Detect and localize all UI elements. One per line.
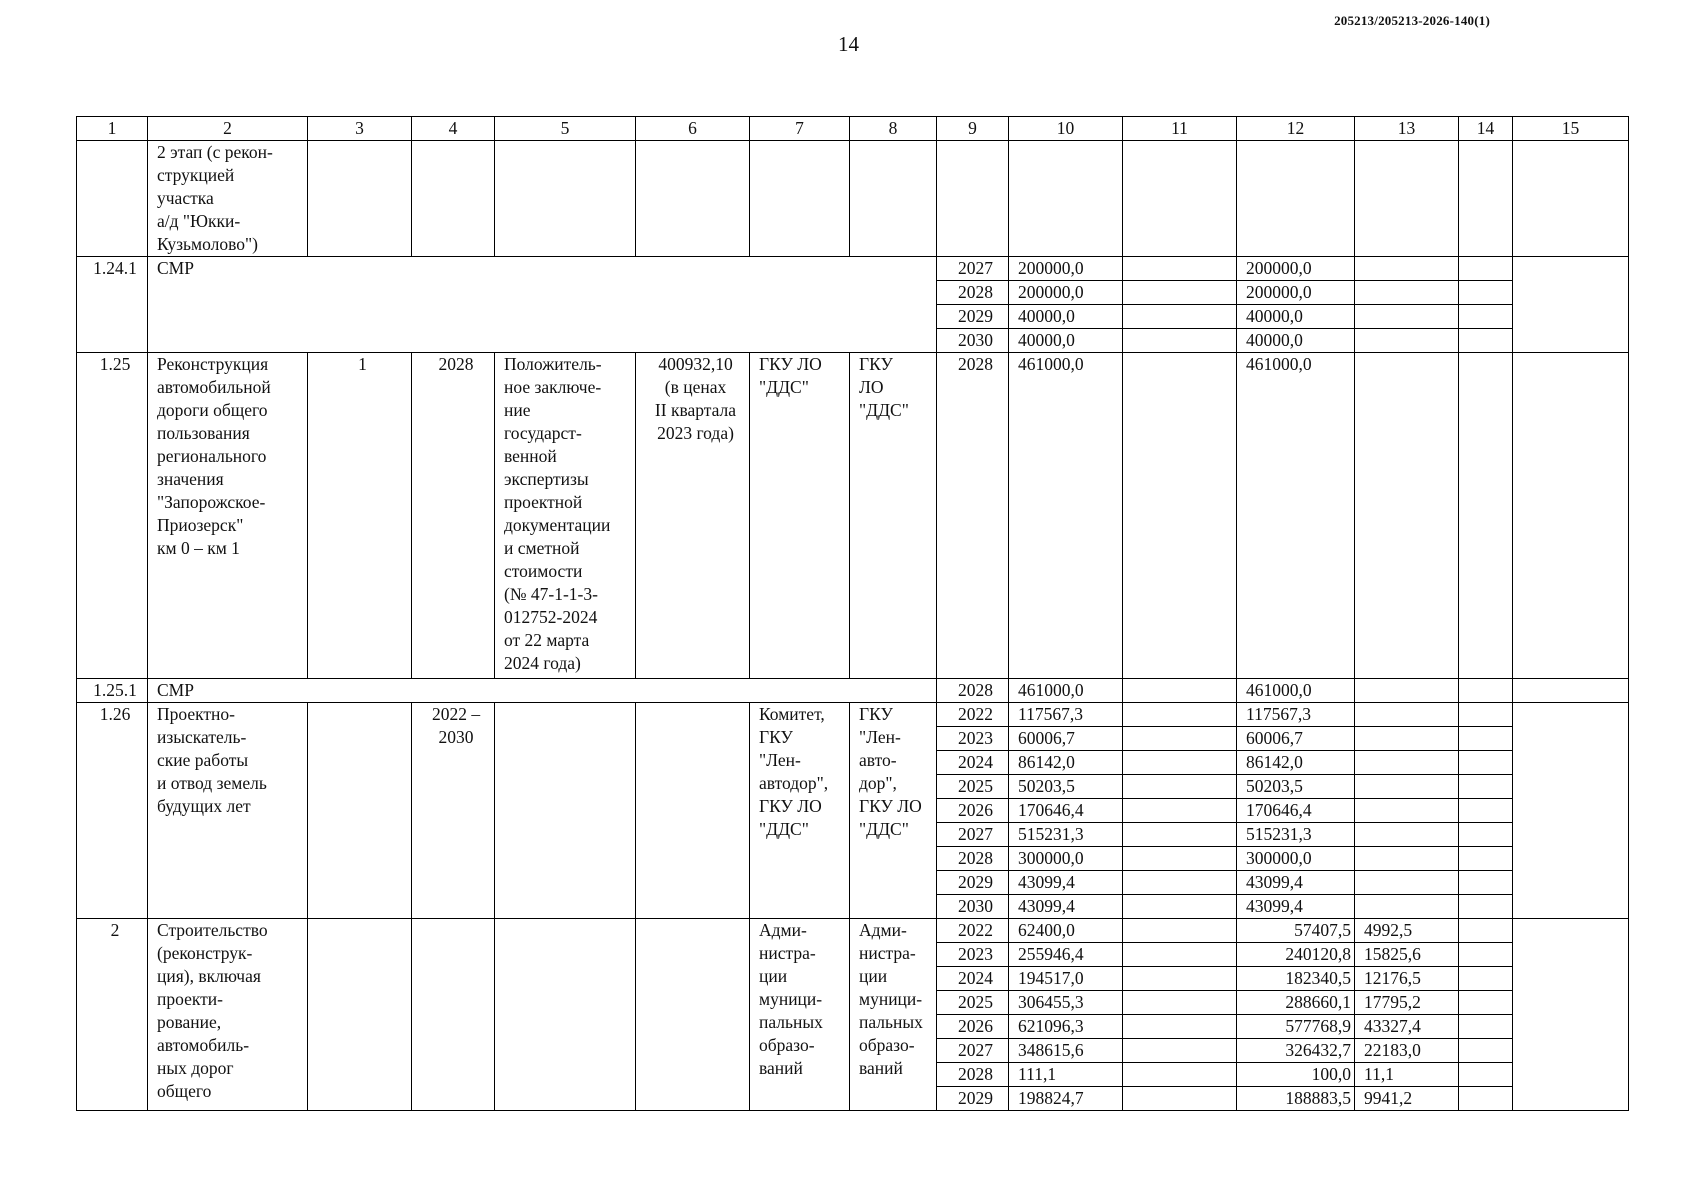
cell (1355, 703, 1459, 727)
table-row (77, 919, 1629, 943)
col-header: 14 (1459, 117, 1513, 141)
capacity-cell: 1 (308, 353, 412, 679)
amount-cell: 170646,4 (1009, 799, 1123, 823)
col-header: 7 (750, 117, 850, 141)
col-header: 8 (850, 117, 937, 141)
year-cell: 2030 (937, 329, 1009, 353)
col-header: 12 (1237, 117, 1355, 141)
amount-cell: 43099,4 (1009, 871, 1123, 895)
cell (1459, 703, 1513, 727)
cell (1355, 847, 1459, 871)
year-cell: 2028 (937, 679, 1009, 703)
cell (1355, 895, 1459, 919)
cell (1237, 141, 1355, 257)
amount-cell: 40000,0 (1009, 305, 1123, 329)
cell (77, 141, 148, 257)
year-cell: 2022 (937, 703, 1009, 727)
amount-cell: 62400,0 (1009, 919, 1123, 943)
cell (1123, 847, 1237, 871)
amount-cell: 515231,3 (1237, 823, 1355, 847)
amount-cell: 40000,0 (1237, 305, 1355, 329)
amount-cell: 461000,0 (1009, 353, 1123, 679)
cell (1355, 799, 1459, 823)
cell (1459, 847, 1513, 871)
col-header: 5 (495, 117, 636, 141)
cell (1123, 329, 1237, 353)
amount-cell: 300000,0 (1009, 847, 1123, 871)
cell (1123, 967, 1237, 991)
amount-cell: 17795,2 (1355, 991, 1459, 1015)
amount-cell: 40000,0 (1237, 329, 1355, 353)
cell (1513, 353, 1629, 679)
amount-cell: 57407,5 (1237, 919, 1355, 943)
col-header: 15 (1513, 117, 1629, 141)
cell (308, 703, 412, 919)
developer-cell: ГКУ "Лен- авто- дор", ГКУ ЛО "ДДС" (850, 703, 937, 919)
amount-cell: 288660,1 (1237, 991, 1355, 1015)
object-name: Проектно- изыскатель- ские работы и отвод земель будущих лет (148, 703, 308, 919)
row-label: СМР (148, 679, 937, 703)
cell (1459, 1063, 1513, 1087)
page-number: 14 (838, 32, 859, 56)
cell (1123, 943, 1237, 967)
document-code: 205213/205213-2026-140(1) (1334, 13, 1490, 28)
cell (1459, 257, 1513, 281)
cell (1123, 991, 1237, 1015)
row-number: 1.25 (77, 353, 148, 679)
object-name: Реконструкция автомобильной дороги общего пользования регионального значения "Запорожское- Приозерск" км 0 – км 1 (148, 353, 308, 679)
cell (308, 141, 412, 257)
cell (1123, 751, 1237, 775)
amount-cell: 577768,9 (1237, 1015, 1355, 1039)
row-label: СМР (148, 257, 937, 353)
amount-cell: 198824,7 (1009, 1087, 1123, 1111)
amount-cell: 200000,0 (1009, 257, 1123, 281)
cell (1513, 703, 1629, 919)
cell (1459, 823, 1513, 847)
cell (1123, 823, 1237, 847)
cell (1123, 727, 1237, 751)
cell (1355, 751, 1459, 775)
year-cell: 2024 (937, 751, 1009, 775)
amount-cell: 50203,5 (1237, 775, 1355, 799)
cell (1459, 141, 1513, 257)
customer-cell: ГКУ ЛО "ДДС" (750, 353, 850, 679)
table-row (77, 679, 1629, 703)
year-cell: 2027 (937, 257, 1009, 281)
cell (1459, 751, 1513, 775)
program-table (76, 116, 1629, 1111)
table-row (77, 703, 1629, 727)
cell (495, 919, 636, 1111)
col-header: 11 (1123, 117, 1237, 141)
amount-cell: 86142,0 (1237, 751, 1355, 775)
row-number: 2 (77, 919, 148, 1111)
cell (1355, 353, 1459, 679)
amount-cell: 170646,4 (1237, 799, 1355, 823)
year-cell: 2023 (937, 727, 1009, 751)
cell (937, 141, 1009, 257)
col-header: 9 (937, 117, 1009, 141)
cell (1459, 871, 1513, 895)
amount-cell: 255946,4 (1009, 943, 1123, 967)
cell (850, 141, 937, 257)
cell (1123, 1039, 1237, 1063)
amount-cell: 200000,0 (1009, 281, 1123, 305)
col-header: 2 (148, 117, 308, 141)
cell (1123, 799, 1237, 823)
amount-cell: 200000,0 (1237, 257, 1355, 281)
amount-cell: 326432,7 (1237, 1039, 1355, 1063)
col-header: 1 (77, 117, 148, 141)
year-cell: 2026 (937, 799, 1009, 823)
cell (1459, 281, 1513, 305)
row-number: 1.25.1 (77, 679, 148, 703)
cell (1459, 991, 1513, 1015)
cell (1123, 257, 1237, 281)
customer-cell: Комитет, ГКУ "Лен- автодор", ГКУ ЛО "ДДС" (750, 703, 850, 919)
cell (1123, 895, 1237, 919)
amount-cell: 50203,5 (1009, 775, 1123, 799)
cell (1459, 329, 1513, 353)
cell (1355, 329, 1459, 353)
cell (636, 141, 750, 257)
year-cell: 2030 (937, 895, 1009, 919)
amount-cell: 60006,7 (1237, 727, 1355, 751)
amount-cell: 111,1 (1009, 1063, 1123, 1087)
col-header: 10 (1009, 117, 1123, 141)
cell (1355, 679, 1459, 703)
year-cell: 2023 (937, 943, 1009, 967)
cell (1123, 871, 1237, 895)
amount-cell: 12176,5 (1355, 967, 1459, 991)
amount-cell: 15825,6 (1355, 943, 1459, 967)
cell (1355, 727, 1459, 751)
cell (1459, 895, 1513, 919)
amount-cell: 621096,3 (1009, 1015, 1123, 1039)
year-cell: 2029 (937, 305, 1009, 329)
cell (412, 919, 495, 1111)
amount-cell: 306455,3 (1009, 991, 1123, 1015)
cell (1459, 1015, 1513, 1039)
year-cell: 2028 (937, 847, 1009, 871)
cell (1513, 919, 1629, 1111)
cell (1459, 353, 1513, 679)
amount-cell: 100,0 (1237, 1063, 1355, 1087)
developer-cell: ГКУ ЛО "ДДС" (850, 353, 937, 679)
year-cell: 2028 (937, 1063, 1009, 1087)
cell (1513, 141, 1629, 257)
amount-cell: 461000,0 (1009, 679, 1123, 703)
row-number: 1.24.1 (77, 257, 148, 353)
period-cell: 2022 – 2030 (412, 703, 495, 919)
col-header: 4 (412, 117, 495, 141)
amount-cell: 348615,6 (1009, 1039, 1123, 1063)
cell (1459, 727, 1513, 751)
amount-cell: 240120,8 (1237, 943, 1355, 967)
year-cell: 2027 (937, 823, 1009, 847)
amount-cell: 200000,0 (1237, 281, 1355, 305)
cell (1123, 703, 1237, 727)
amount-cell: 60006,7 (1009, 727, 1123, 751)
customer-cell: Адми- нистра- ции муници- пальных образо- ваний (750, 919, 850, 1111)
basis-document: Положитель- ное заключе- ние государст- венной экспертизы проектной документации и сметной стоимости (№ 47-1-1-3- 012752-2024 от 22 марта 2024 года) (495, 353, 636, 679)
year-cell: 2029 (937, 871, 1009, 895)
cell (495, 703, 636, 919)
cell (1123, 281, 1237, 305)
amount-cell: 43099,4 (1237, 871, 1355, 895)
cell (1355, 141, 1459, 257)
amount-cell: 43099,4 (1009, 895, 1123, 919)
cell (1459, 799, 1513, 823)
amount-cell: 182340,5 (1237, 967, 1355, 991)
stage-label: 2 этап (с рекон- струкцией участка а/д "Юкки- Кузьмолово") (148, 141, 308, 257)
cell (1123, 141, 1237, 257)
amount-cell: 194517,0 (1009, 967, 1123, 991)
cell (1123, 919, 1237, 943)
object-name: Строительство (реконструк- ция), включая проекти- рование, автомобиль- ных дорог общего (148, 919, 308, 1111)
column-number-row (77, 117, 1629, 141)
cell (495, 141, 636, 257)
amount-cell: 43327,4 (1355, 1015, 1459, 1039)
estimated-cost: 400932,10 (в ценах II квартала 2023 года) (636, 353, 750, 679)
amount-cell: 40000,0 (1009, 329, 1123, 353)
cell (1513, 257, 1629, 353)
cell (1355, 871, 1459, 895)
amount-cell: 117567,3 (1237, 703, 1355, 727)
table-row (77, 353, 1629, 679)
col-header: 13 (1355, 117, 1459, 141)
year-cell: 2028 (937, 281, 1009, 305)
cell (636, 703, 750, 919)
cell (1355, 775, 1459, 799)
cell (1459, 305, 1513, 329)
cell (1123, 353, 1237, 679)
cell (1123, 775, 1237, 799)
amount-cell: 11,1 (1355, 1063, 1459, 1087)
amount-cell: 461000,0 (1237, 679, 1355, 703)
cell (1513, 679, 1629, 703)
period-cell: 2028 (412, 353, 495, 679)
col-header: 3 (308, 117, 412, 141)
cell (1459, 943, 1513, 967)
table-row (77, 141, 1629, 257)
amount-cell: 300000,0 (1237, 847, 1355, 871)
year-cell: 2025 (937, 991, 1009, 1015)
amount-cell: 188883,5 (1237, 1087, 1355, 1111)
cell (1355, 257, 1459, 281)
cell (412, 141, 495, 257)
cell (1355, 281, 1459, 305)
cell (1123, 305, 1237, 329)
cell (1123, 679, 1237, 703)
cell (636, 919, 750, 1111)
cell (1123, 1015, 1237, 1039)
cell (1123, 1087, 1237, 1111)
cell (1459, 919, 1513, 943)
cell (750, 141, 850, 257)
amount-cell: 22183,0 (1355, 1039, 1459, 1063)
developer-cell: Адми- нистра- ции муници- пальных образо- ваний (850, 919, 937, 1111)
row-number: 1.26 (77, 703, 148, 919)
cell (1459, 679, 1513, 703)
year-cell: 2025 (937, 775, 1009, 799)
cell (1123, 1063, 1237, 1087)
cell (1459, 775, 1513, 799)
cell (1355, 305, 1459, 329)
year-cell: 2022 (937, 919, 1009, 943)
amount-cell: 461000,0 (1237, 353, 1355, 679)
year-cell: 2029 (937, 1087, 1009, 1111)
cell (1459, 1039, 1513, 1063)
cell (1459, 967, 1513, 991)
col-header: 6 (636, 117, 750, 141)
cell (1459, 1087, 1513, 1111)
table-row (77, 257, 1629, 281)
year-cell: 2027 (937, 1039, 1009, 1063)
amount-cell: 9941,2 (1355, 1087, 1459, 1111)
cell (308, 919, 412, 1111)
amount-cell: 515231,3 (1009, 823, 1123, 847)
amount-cell: 43099,4 (1237, 895, 1355, 919)
year-cell: 2028 (937, 353, 1009, 679)
year-cell: 2024 (937, 967, 1009, 991)
amount-cell: 117567,3 (1009, 703, 1123, 727)
cell (1009, 141, 1123, 257)
cell (1355, 823, 1459, 847)
amount-cell: 86142,0 (1009, 751, 1123, 775)
year-cell: 2026 (937, 1015, 1009, 1039)
amount-cell: 4992,5 (1355, 919, 1459, 943)
